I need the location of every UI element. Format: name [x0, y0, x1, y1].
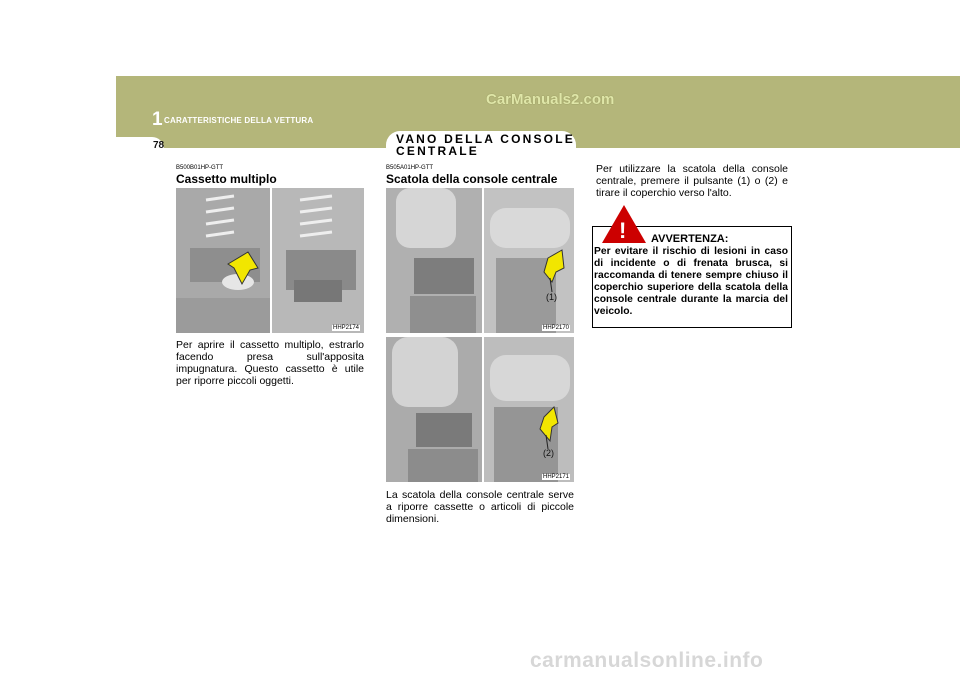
console-box-photo-2 — [386, 337, 574, 482]
section-code: B505A01HP-GTT — [386, 165, 434, 171]
page-number: 78 — [153, 140, 165, 151]
button-label-1: (1) — [546, 292, 557, 302]
image-caption: HHP2174 — [332, 325, 359, 331]
section-title: VANO DELLA CONSOLE CENTRALE — [396, 132, 575, 158]
image-caption: HHP2171 — [542, 474, 569, 480]
top-watermark[interactable]: CarManuals2.com — [486, 91, 615, 108]
bottom-watermark[interactable]: carmanualsonline.info — [530, 649, 764, 672]
body-text: La scatola della console centrale serve a riporre cassette o articoli di piccole dimensioni. — [386, 489, 574, 525]
multi-drawer-photo — [176, 188, 364, 333]
console-box-illustration-1 — [386, 188, 574, 333]
section-heading: Cassetto multiplo — [176, 172, 277, 186]
body-text: Per utilizzare la scatola della console centrale, premere il pulsante (1) o (2) e tirare il coperchio verso l'alto. — [596, 163, 788, 199]
console-box-photo-1 — [386, 188, 574, 333]
warning-title: AVVERTENZA: — [651, 233, 729, 245]
chapter-number: 1 — [152, 109, 163, 130]
chapter-title: CARATTERISTICHE DELLA VETTURA — [164, 116, 314, 125]
image-caption: HHP2170 — [542, 325, 569, 331]
exclamation-icon: ! — [619, 218, 627, 243]
section-heading: Scatola della console centrale — [386, 172, 558, 186]
console-box-illustration-2 — [386, 337, 574, 482]
body-text: Per aprire il cassetto multiplo, estrarlo facendo presa sull'apposita impugnatura. Questo cassetto è utile per riporre piccoli oggetti. — [176, 339, 364, 387]
section-code: B500B01HP-GTT — [176, 165, 224, 171]
button-label-2: (2) — [543, 448, 554, 458]
warning-text: Per evitare il rischio di lesioni in caso di incidente o di frenata brusca, si raccomanda di tenere sempre chiuso il coperchio superiore della scatola della console centrale durante la marcia del veicolo. — [594, 246, 788, 317]
section-tab — [386, 131, 576, 163]
multi-drawer-illustration — [176, 188, 364, 333]
